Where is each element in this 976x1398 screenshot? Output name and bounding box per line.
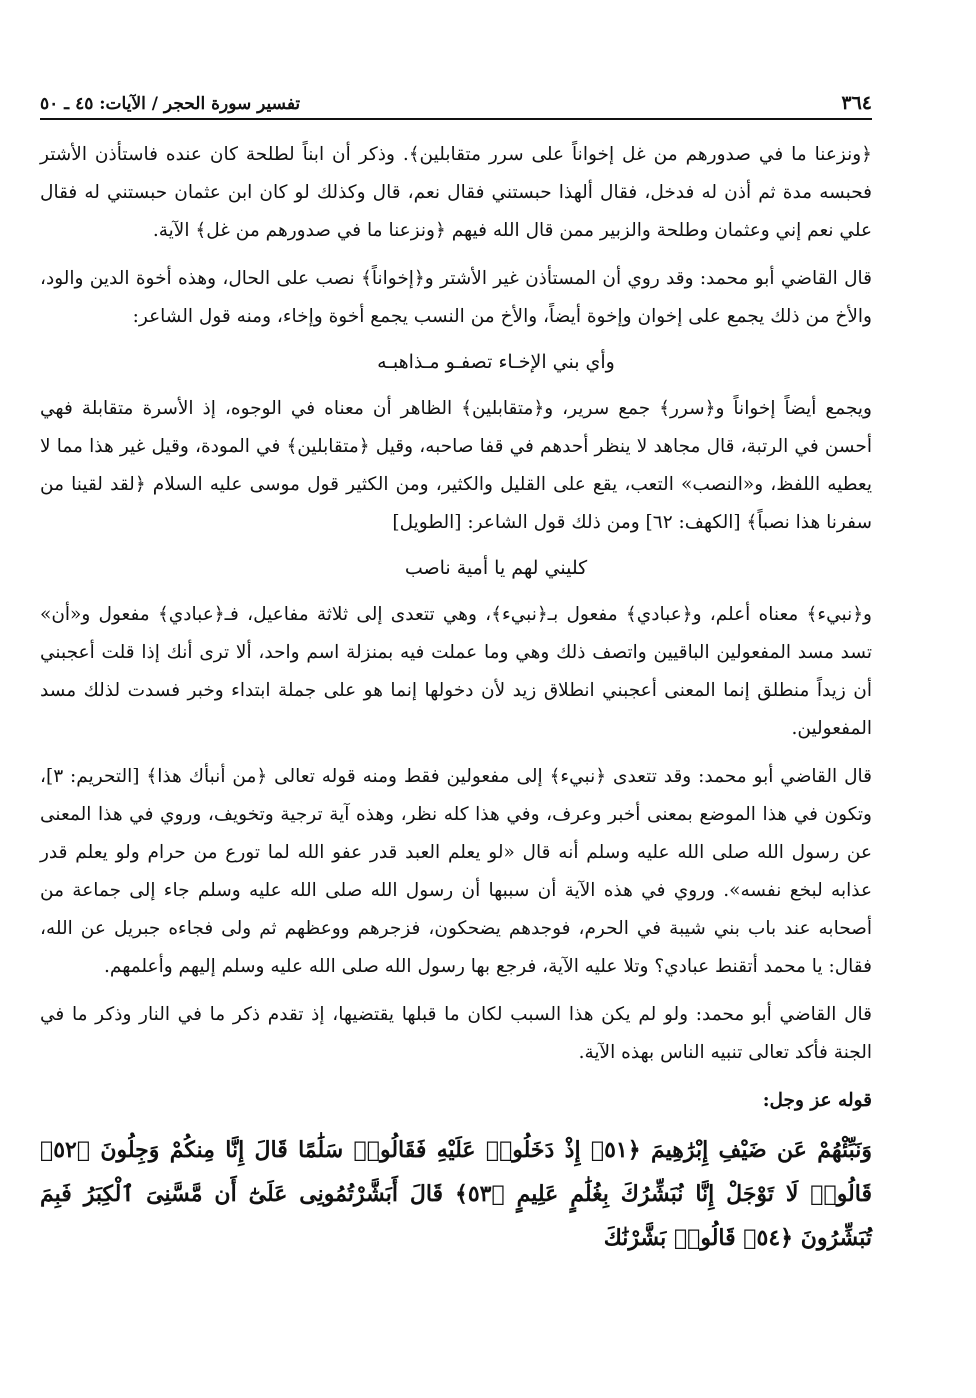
paragraph: و﴿نبيء﴾ معناه أعلم، و﴿عبادي﴾ مفعول بـ﴿نبيء﴾، وهي تتعدى إلى ثلاثة مفاعيل، فـ﴿عبادي﴾ مفعول و«أن» تسد مسد المفعولين الباقيين واتصف ذلك وهي وما عملت فيه بمنزلة اسم واحد، ألا ترى أنك إذا قلت أعجبني أن زيداً منطلق إنما المعنى أعجبني انطلاق زيد لأن دخولها إنما هو على جملة ابتداء وخبر فسدت لذلك مسد المفعولين. (40, 604, 872, 739)
page-header (40, 84, 872, 120)
document-page (40, 84, 872, 1374)
paragraph: ويجمع أيضاً إخواناً و﴿سرر﴾ جمع سرير، و﴿متقابلين﴾ الظاهر أن معناه في الوجوه، إذ الأسرة متقابلة فهي أحسن في الرتبة، قال مجاهد لا ينظر أحدهم في قفا صاحبه، وقيل ﴿متقابلين﴾ في المودة، وقيل غير هذا مما لا يعطيه اللفظ، و«النصب» التعب، يقع على القليل والكثير، ومن الكثير قول موسى عليه السلام ﴿لقد لقينا من سفرنا هذا نصباً﴾ [الكهف: ٦٢] ومن ذلك قول الشاعر: [الطويل] (40, 398, 872, 533)
paragraph: قال القاضي أبو محمد: ولو لم يكن هذا السبب لكان ما قبلها يقتضيها، إذ تقدم ذكر ما في النار وذكر ما في الجنة فأكد تعالى تنبيه الناس بهذه الآية. (40, 1004, 872, 1063)
verse-intro: قوله عز وجل: (762, 1090, 872, 1111)
running-title: تفسير سورة الحجر / الآيات: ٤٥ ـ ٥٠ (40, 94, 301, 114)
paragraph: ﴿ونزعنا ما في صدورهم من غل إخواناً على سرر متقابلين﴾. وذكر أن ابناً لطلحة كان عنده فاستأذن الأشتر فحبسه مدة ثم أذن له فدخل، فقال ألهذا حبستني فقال نعم، قال وكذلك لو كان ابن عثمان حبستني له فقال علي نعم إني وعثمان وطلحة والزبير ممن قال الله فيهم ﴿ونزعنا ما في صدورهم من غل﴾ الآية. (40, 144, 872, 241)
poetry-verse: وأي بني الإخـاء تصفـو مـذاهبـه (377, 351, 615, 373)
paragraph: قال القاضي أبو محمد: وقد روي أن المستأذن غير الأشتر و﴿إخواناً﴾ نصب على الحال، وهذه أخوة الدين والود، والأخ من ذلك يجمع على إخوان وإخوة أيضاً، والأخ من النسب يجمع أخوة وإخاء، ومنه قول الشاعر: (40, 268, 872, 327)
body-text (40, 136, 872, 1260)
page-number: ٣٦٤ (841, 92, 872, 114)
quran-verses: وَنَبِّئْهُمْ عَن ضَيْفِ إِبْرَٰهِيمَ ﴿٥١﴾ إِذْ دَخَلُوا۟ عَلَيْهِ فَقَالُوا۟ سَلَٰمًا قَالَ إِنَّا مِنكُمْ وَجِلُونَ ﴿٥٢﴾ قَالُوا۟ لَا تَوْجَلْ إِنَّا نُبَشِّرُكَ بِغُلَٰمٍ عَلِيمٍ ﴿٥٣﴾ قَالَ أَبَشَّرْتُمُونِى عَلَىٰٓ أَن مَّسَّنِىَ ٱلْكِبَرُ فَبِمَ تُبَشِّرُونَ ﴿٥٤﴾ قَالُوا۟ بَشَّرْنَٰكَ (40, 1137, 872, 1251)
paragraph: قال القاضي أبو محمد: وقد تتعدى ﴿نبيء﴾ إلى مفعولين فقط ومنه قوله تعالى ﴿من أنبأك هذا﴾ [التحريم: ٣]، وتكون في هذا الموضع بمعنى أخبر وعرف، وفي هذا كله نظر، وهذه آية ترجية وتخويف، وروي في هذا المعنى عن رسول الله صلى الله عليه وسلم أنه قال «لو يعلم العبد قدر عفو الله لما تورع من حرام ولو يعلم قدر عذابه لبخع نفسه». وروي في هذه الآية أن سببها أن رسول الله صلى الله عليه وسلم جاء إلى جماعة من أصحابه عند باب بني شيبة في الحرم، فوجدهم يضحكون، فزجرهم ووعظهم ثم ولى فجاءه جبريل عن الله، فقال: يا محمد أتقنط عبادي؟ وتلا عليه الآية، فرجع بها رسول الله صلى الله عليه وسلم إليهم وأعلمهم. (40, 766, 872, 977)
poetry-verse: كليني لهم يا أمية ناصب (404, 557, 588, 579)
